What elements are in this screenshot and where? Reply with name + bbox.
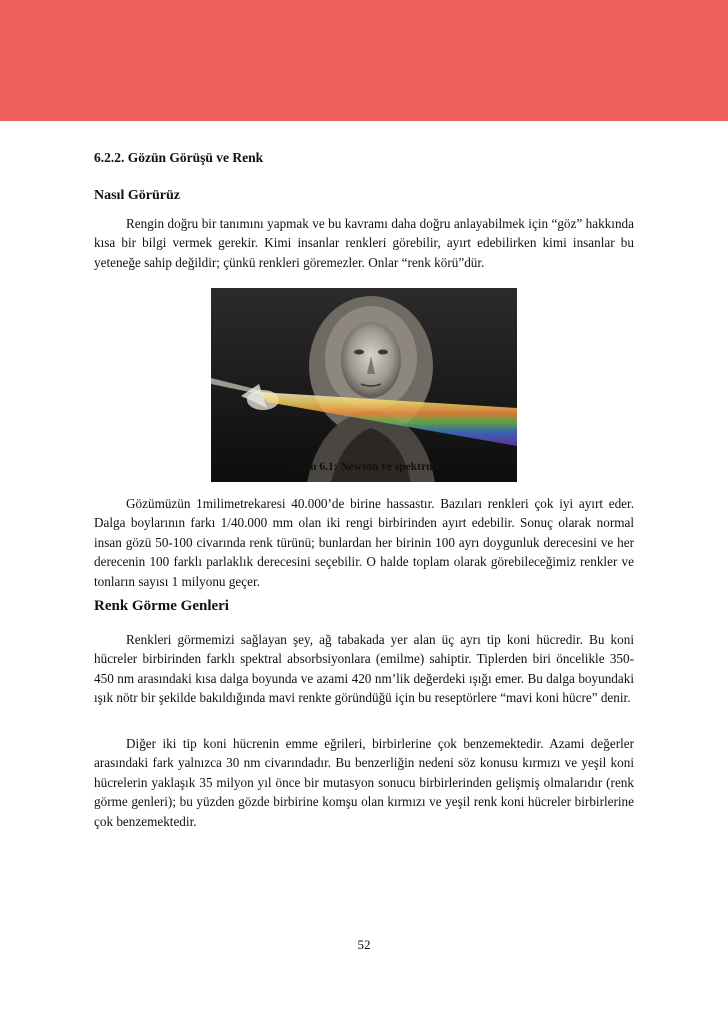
page-number: 52 xyxy=(357,937,371,952)
newton-portrait-image xyxy=(211,288,517,482)
subheading-renk-gorme-genleri: Renk Görme Genleri xyxy=(94,598,229,614)
figure-newton-spectrum xyxy=(211,288,517,482)
paragraph-cone-cells: Renkleri görmemizi sağlayan şey, ağ tabakada yer alan üç ayrı tip koni hücredir. Bu koni hücreler birbirinden farklı spektral absorbsiyonlara (emilme) sahiptir. Tiplerden biri öncelikle 350-450 nm arasındaki kısa dalga boyunda ve azami 420 nm’lik değerdeki ışığı emer. Bu dalga boyundaki ışık nötr bir şekilde bakıldığında mavi renkte göründüğü için bu reseptörlere “mavi koni hücre” denir. xyxy=(94,632,634,706)
header-band xyxy=(0,0,728,121)
paragraph-red-green-cones: Diğer iki tip koni hücrenin emme eğrileri, birbirlerine çok benzemektedir. Azami değerler arasındaki fark yalnızca 30 nm civarındadır. Bu benzerliğin nedeni söz konusu kırmızı ve yeşil koni hücrelerin yaklaşık 35 milyon yıl önce bir mutasyon sonucu birbirlerinden gelişmiş olmalarıdır (renk görme genleri); bu yüzden gözde birbirine komşu olan kırmızı ve yeşil renk koni hücreler birbirlerine çok benzemektedir. xyxy=(94,736,634,829)
paragraph-intro: Rengin doğru bir tanımını yapmak ve bu kavramı daha doğru anlayabilmek için “göz” hakkında kısa bir bilgi vermek gerekir. Kimi insanlar renkleri görebilir, ayırt edebilirken kimi insanlar bu yeteneğe sahip değildir; çünkü renkleri göremezler. Onlar “renk körü”dür. xyxy=(94,216,634,270)
subheading-nasil-goruruz: Nasıl Görürüz xyxy=(94,188,180,203)
section-title: 6.2.2. Gözün Görüşü ve Renk xyxy=(94,150,264,165)
figure-caption: Resim 6.1: Newton ve spektrum xyxy=(285,461,443,473)
paragraph-eye-sensitivity: Gözümüzün 1milimetrekaresi 40.000’de birine hassastır. Bazıları renkleri çok iyi ayırt eder. Dalga boylarının farkı 1/40.000 mm olan iki rengi birbirinden ayırt edebilir. Sonuç olarak normal insan gözü 50-100 civarında renk türünü; bunlardan her birinin 100 ayrı doygunluk derecesini ve her derecenin 100 farklı parlaklık derecesini seçebilir. O halde toplam olarak görebileceğimiz renkler ve tonların sayısı 1 milyonu geçer. xyxy=(94,496,634,589)
